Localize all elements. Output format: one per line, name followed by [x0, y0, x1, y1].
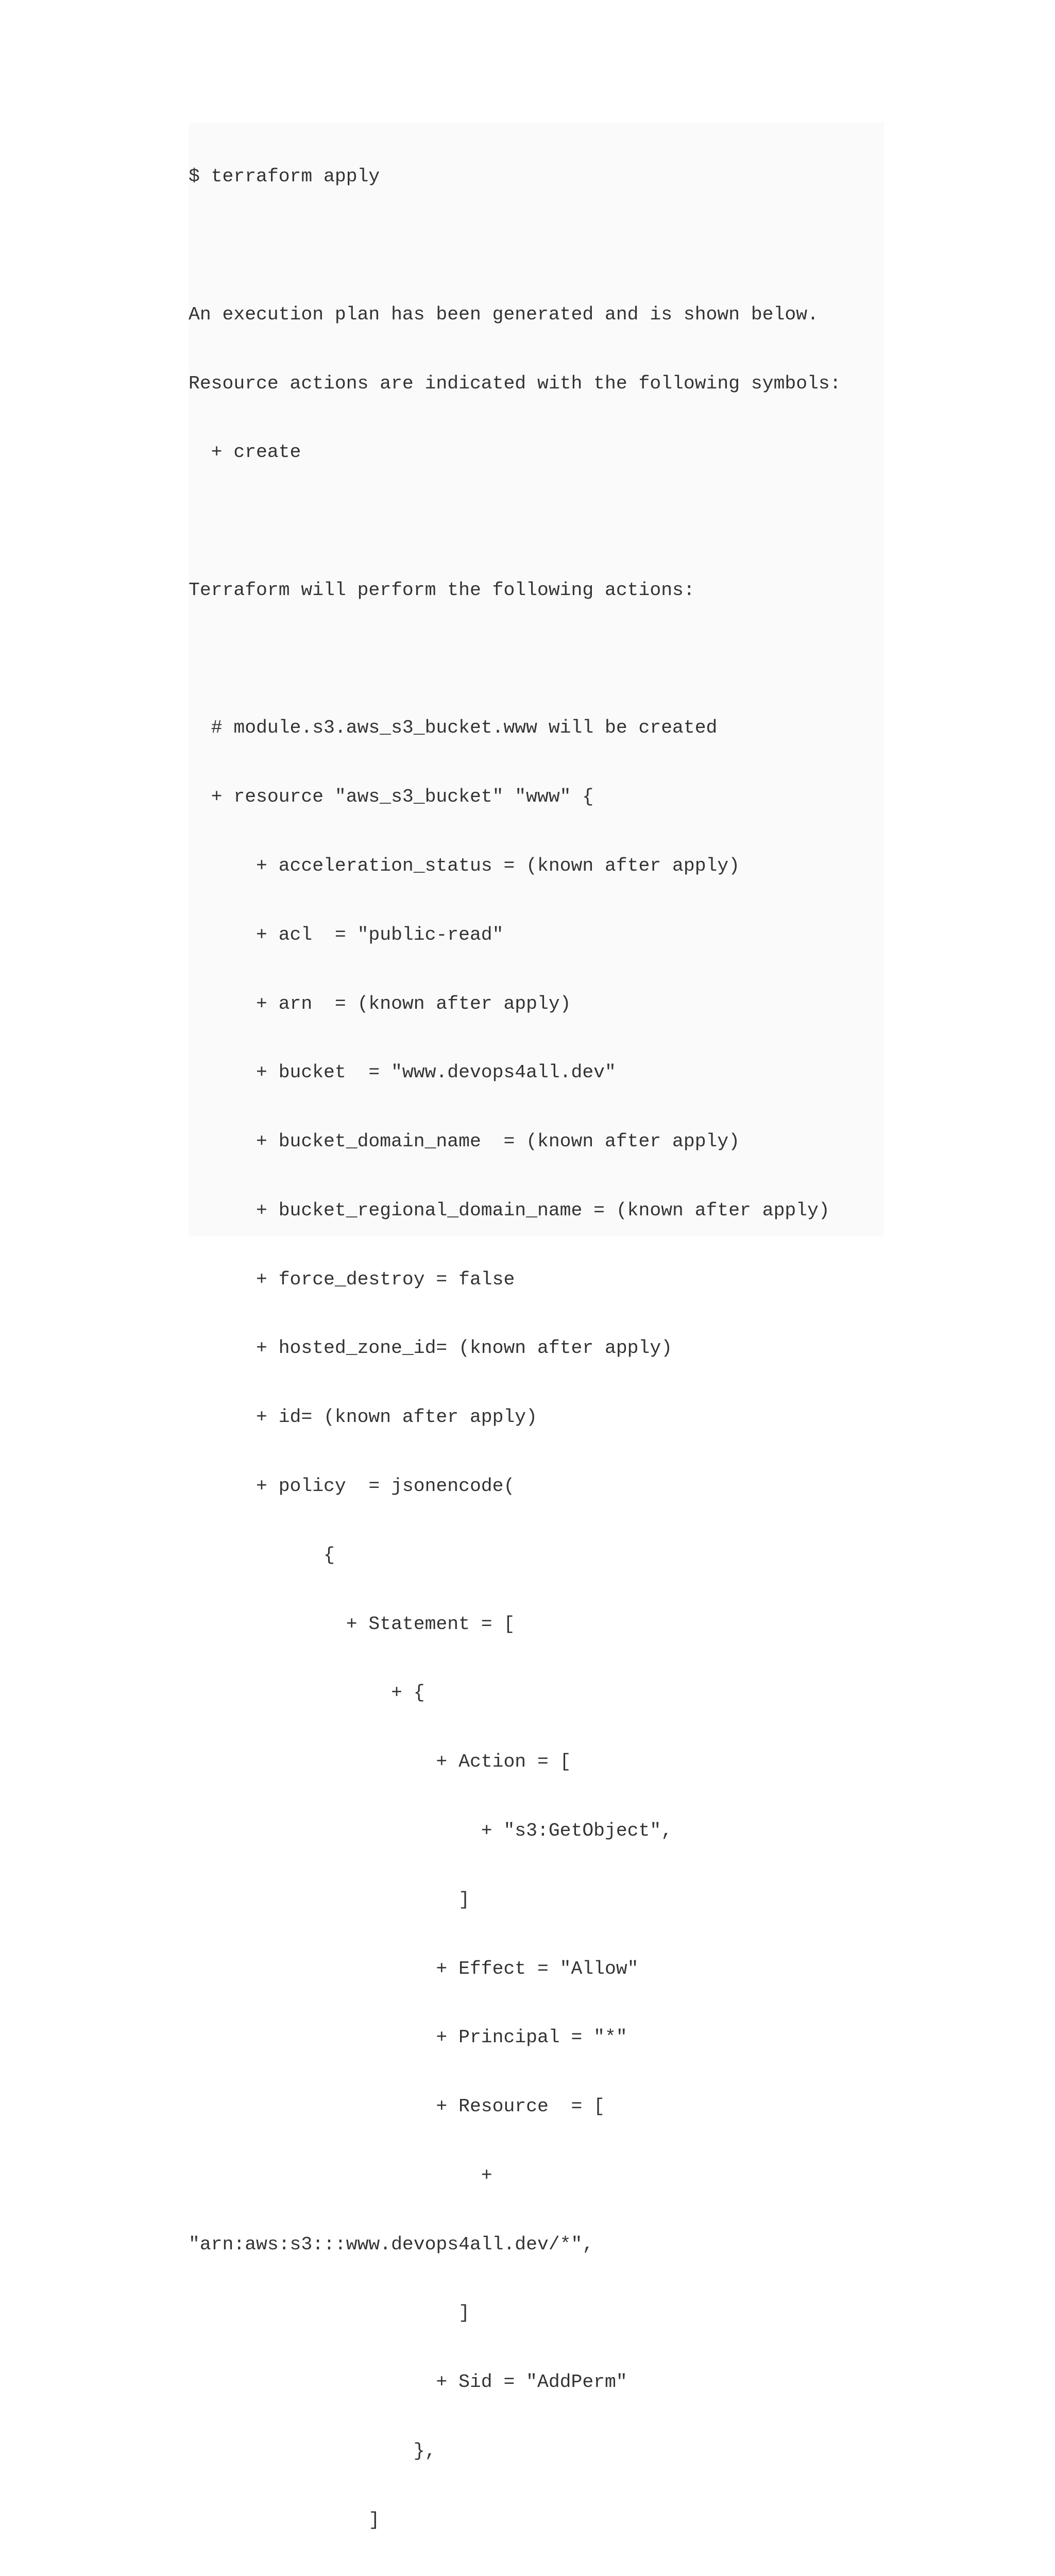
code-line [189, 648, 841, 671]
code-line: An execution plan has been generated and is shown below. [189, 303, 819, 325]
code-line: }, [189, 2440, 436, 2462]
code-line: + force_destroy = false [189, 1268, 515, 1290]
code-line: + bucket = "www.devops4all.dev" [189, 1062, 616, 1083]
code-line: + bucket_domain_name = (known after apply) [189, 1131, 740, 1153]
code-line: + { [189, 1682, 425, 1704]
code-line: + Resource = [ [189, 2096, 605, 2117]
code-line: + acceleration_status = (known after apply) [189, 855, 740, 876]
code-line: + policy = jsonencode( [189, 1476, 515, 1497]
code-line: + "s3:GetObject", [189, 1820, 673, 1841]
code-line: + bucket_regional_domain_name = (known after apply) [189, 1199, 830, 1221]
code-line: $ terraform apply [189, 166, 380, 188]
code-line: + Effect = "Allow" [189, 1958, 639, 1979]
code-line: "arn:aws:s3:::www.devops4all.dev/*", [189, 2233, 594, 2255]
code-line: + Principal = "*" [189, 2027, 627, 2048]
code-line: # module.s3.aws_s3_bucket.www will be created [189, 717, 718, 739]
code-line: + Statement = [ [189, 1613, 515, 1635]
code-line: ] [189, 2509, 380, 2531]
code-line: ] [189, 1889, 470, 1910]
code-line: Terraform will perform the following actions: [189, 579, 695, 601]
code-line: + Action = [ [189, 1751, 571, 1773]
code-line [189, 510, 841, 533]
code-line [189, 234, 841, 258]
code-line: + [189, 2164, 492, 2186]
terraform-output [189, 120, 841, 2576]
code-line: + acl = "public-read" [189, 924, 504, 945]
code-line: + hosted_zone_id= (known after apply) [189, 1337, 673, 1359]
code-line: + arn = (known after apply) [189, 993, 571, 1014]
code-line: + Sid = "AddPerm" [189, 2371, 627, 2393]
code-line: + id= (known after apply) [189, 1406, 537, 1428]
code-line: ] [189, 2302, 470, 2324]
code-line: + resource "aws_s3_bucket" "www" { [189, 786, 594, 808]
code-line: Resource actions are indicated with the following symbols: [189, 372, 841, 394]
code-line: + create [189, 442, 301, 463]
code-line: { [189, 1544, 335, 1566]
